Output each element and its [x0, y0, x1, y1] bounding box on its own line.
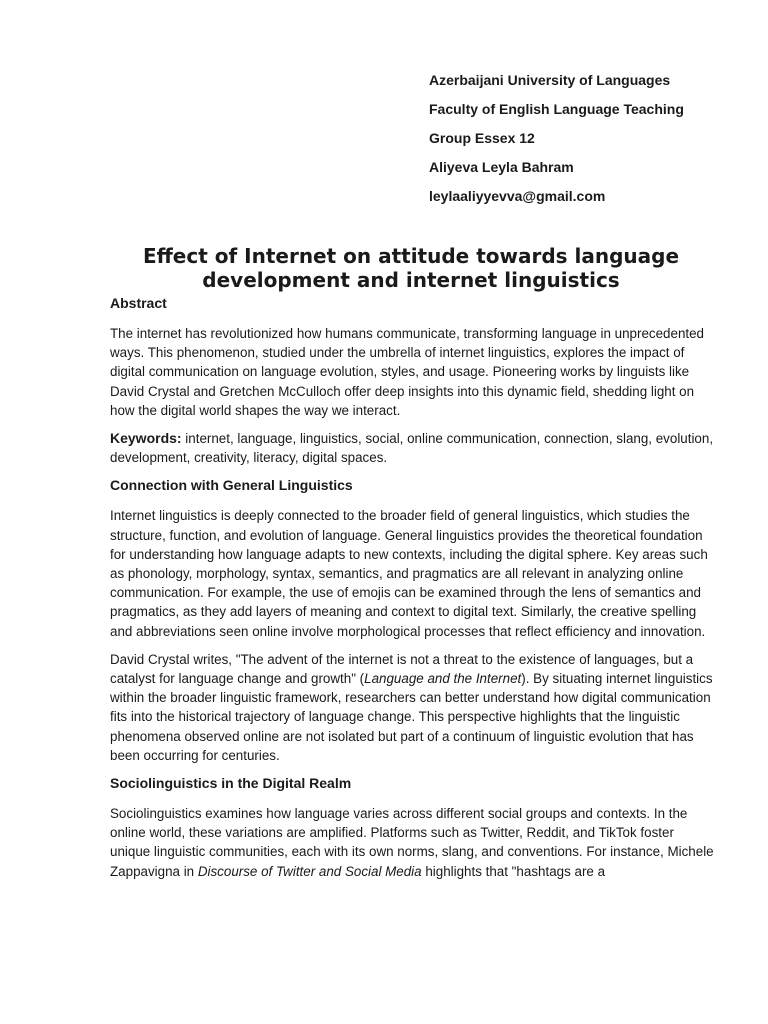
book-title: Language and the Internet [364, 671, 522, 687]
socio-book-title: Discourse of Twitter and Social Media [197, 863, 422, 879]
faculty-name: Faculty of English Language Teaching [429, 101, 684, 117]
connection-paragraph-2 [110, 650, 716, 765]
author-email: leylaaliyyevva@gmail.com [429, 188, 606, 204]
keywords-list: internet, language, linguistics, social, online communication, connection, slang, evolution, development, creativity, literacy, digital spaces. [110, 431, 714, 466]
keywords-paragraph [110, 429, 716, 467]
quote-text: David Crystal writes, "The advent of the internet is not a threat to the existence of languages, but a catalyst for language change and growth" ( [110, 651, 694, 687]
quote-continuation: ). By situating internet linguistics within the broader linguistic framework, researchers can better understand how digital communication fits into the historical trajectory of language change. This perspective highlights that the linguistic phenomena observed online are not isolated but part of a continuum of linguistic evolution that has been occurring for centuries. [110, 671, 713, 763]
group-name: Group Essex 12 [429, 130, 535, 146]
connection-paragraph-1: Internet linguistics is deeply connected to the broader field of general linguistics, which studies the structure, function, and evolution of language. General linguistics provides the theoretical foundation for understanding how language adapts to new contexts, including the digital sphere. Key areas such as phonology, morphology, syntax, semantics, and pragmatics are all relevant in analyzing online communication. For example, the use of emojis can be examined through the lens of semantics and pragmatics, as they add layers of meaning and context to digital text. Similarly, the creative spelling and abbreviations seen online involve morphological processes that reflect efficiency and innovation. [110, 508, 708, 639]
author-name: Aliyeva Leyla Bahram [429, 159, 574, 175]
socio-text-continuation: highlights that "hashtags are a [421, 863, 606, 879]
abstract-paragraph: The internet has revolutionized how humans communicate, transforming language in unprecedented ways. This phenomenon, studied under the umbrella of internet linguistics, explores the impact of digital communication on language evolution, styles, and usage. Pioneering works by linguists like David Crystal and Gretchen McCulloch offer deep insights into this dynamic field, shedding light on how the digital world shapes the way we interact. [110, 326, 705, 418]
socio-text: Sociolinguistics examines how language varies across different social groups and contexts. In the online world, these variations are amplified. Platforms such as Twitter, Reddit, and TikTok foster unique linguistic communities, each with its own norms, slang, and conventions. For instance, Michele Zappavigna in [110, 806, 714, 879]
sociolinguistics-heading: Sociolinguistics in the Digital Realm [110, 775, 352, 792]
sociolinguistics-paragraph [110, 804, 716, 881]
author-affiliation [429, 66, 684, 211]
keywords-label: Keywords: [110, 430, 182, 447]
paper-title: Effect of Internet on attitude towards language development and internet linguistics [142, 244, 680, 292]
paper-body [110, 293, 716, 881]
connection-heading: Connection with General Linguistics [110, 477, 353, 494]
university-name: Azerbaijani University of Languages [429, 72, 671, 88]
abstract-heading: Abstract [110, 295, 167, 311]
